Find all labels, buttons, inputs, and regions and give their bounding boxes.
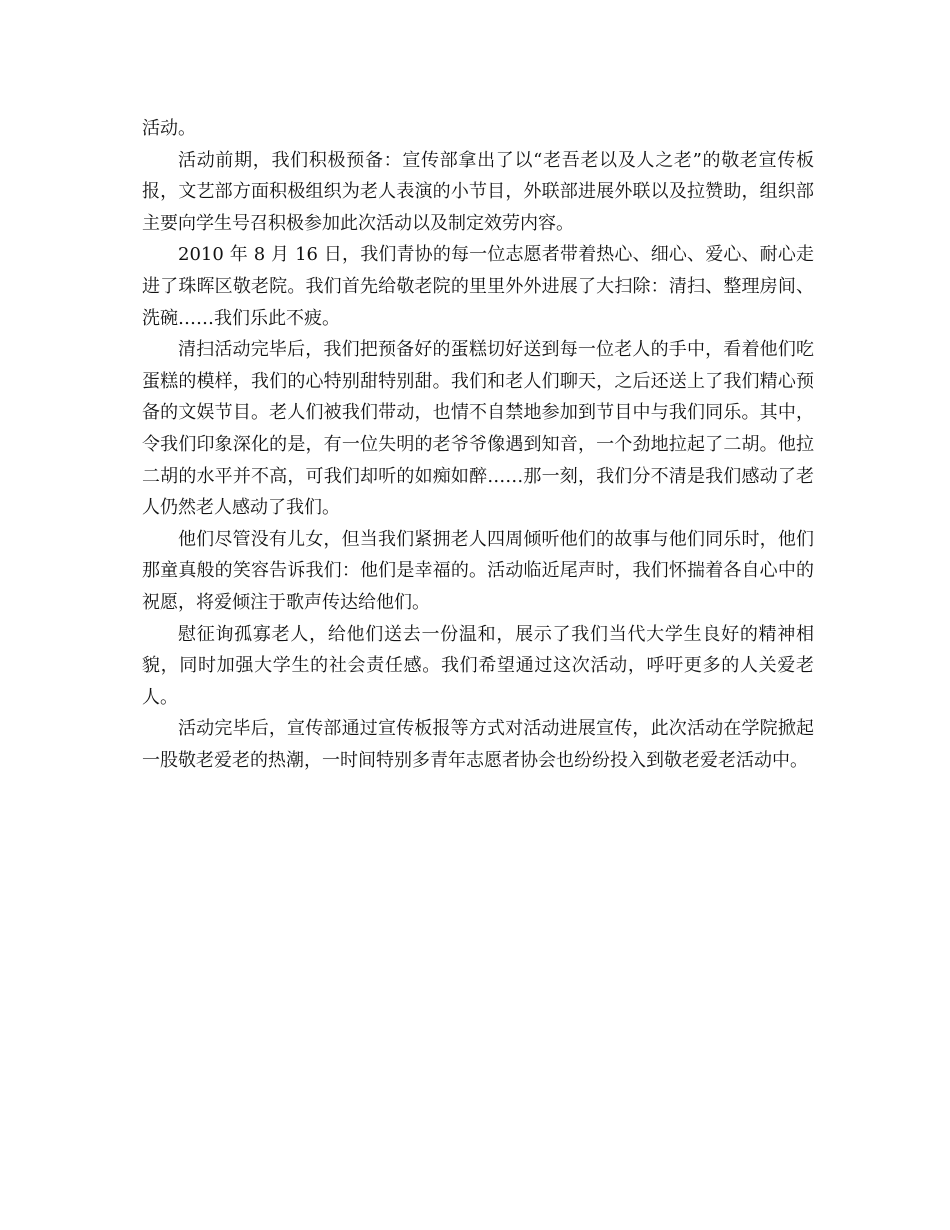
paragraph-cake-and-program: 清扫活动完毕后，我们把预备好的蛋糕切好送到每一位老人的手中，看着他们吃蛋糕的模样，我们的心特别甜特别甜。我们和老人们聊天，之后还送上了我们精心预备的文娱节目。老人们被我们带动，也情不自禁地参加到节目中与我们同乐。其中，令我们印象深化的是，有一位失明的老爷爷像遇到知音，一个劲地拉起了二胡。他拉二胡的水平并不高，可我们却听的如痴如醉……那一刻，我们分不清是我们感动了老人仍然老人感动了我们。	[142, 339, 814, 519]
paragraph-happiness: 他们尽管没有儿女，但当我们紧拥老人四周倾听他们的故事与他们同乐时，他们那童真般的笑容告诉我们：他们是幸福的。活动临近尾声时，我们怀揣着各自心中的祝愿，将爱倾注于歌声传达给他们。	[142, 528, 814, 613]
paragraph-significance: 慰征询孤寡老人，给他们送去一份温和，展示了我们当代大学生良好的精神相貌，同时加强大学生的社会责任感。我们希望通过这次活动，呼吁更多的人关爱老人。	[142, 623, 814, 708]
paragraph-continuation: 活动。	[142, 118, 196, 139]
document-body	[142, 113, 814, 776]
paragraph-preparation: 活动前期，我们积极预备：宣传部拿出了以“老吾老以及人之老”的敬老宣传板报，文艺部方面积极组织为老人表演的小节目，外联部进展外联以及拉赞助，组织部主要向学生号召积极参加此次活动以及制定效劳内容。	[142, 149, 814, 234]
paragraph-visit-date: 2010 年 8 月 16 日，我们青协的每一位志愿者带着热心、细心、爱心、耐心走进了珠晖区敬老院。我们首先给敬老院的里里外外进展了大扫除：清扫、整理房间、洗碗……我们乐此不疲。	[142, 244, 814, 329]
paragraph-aftermath: 活动完毕后，宣传部通过宣传板报等方式对活动进展宣传，此次活动在学院掀起一股敬老爱老的热潮，一时间特别多青年志愿者协会也纷纷投入到敬老爱老活动中。	[142, 718, 814, 771]
